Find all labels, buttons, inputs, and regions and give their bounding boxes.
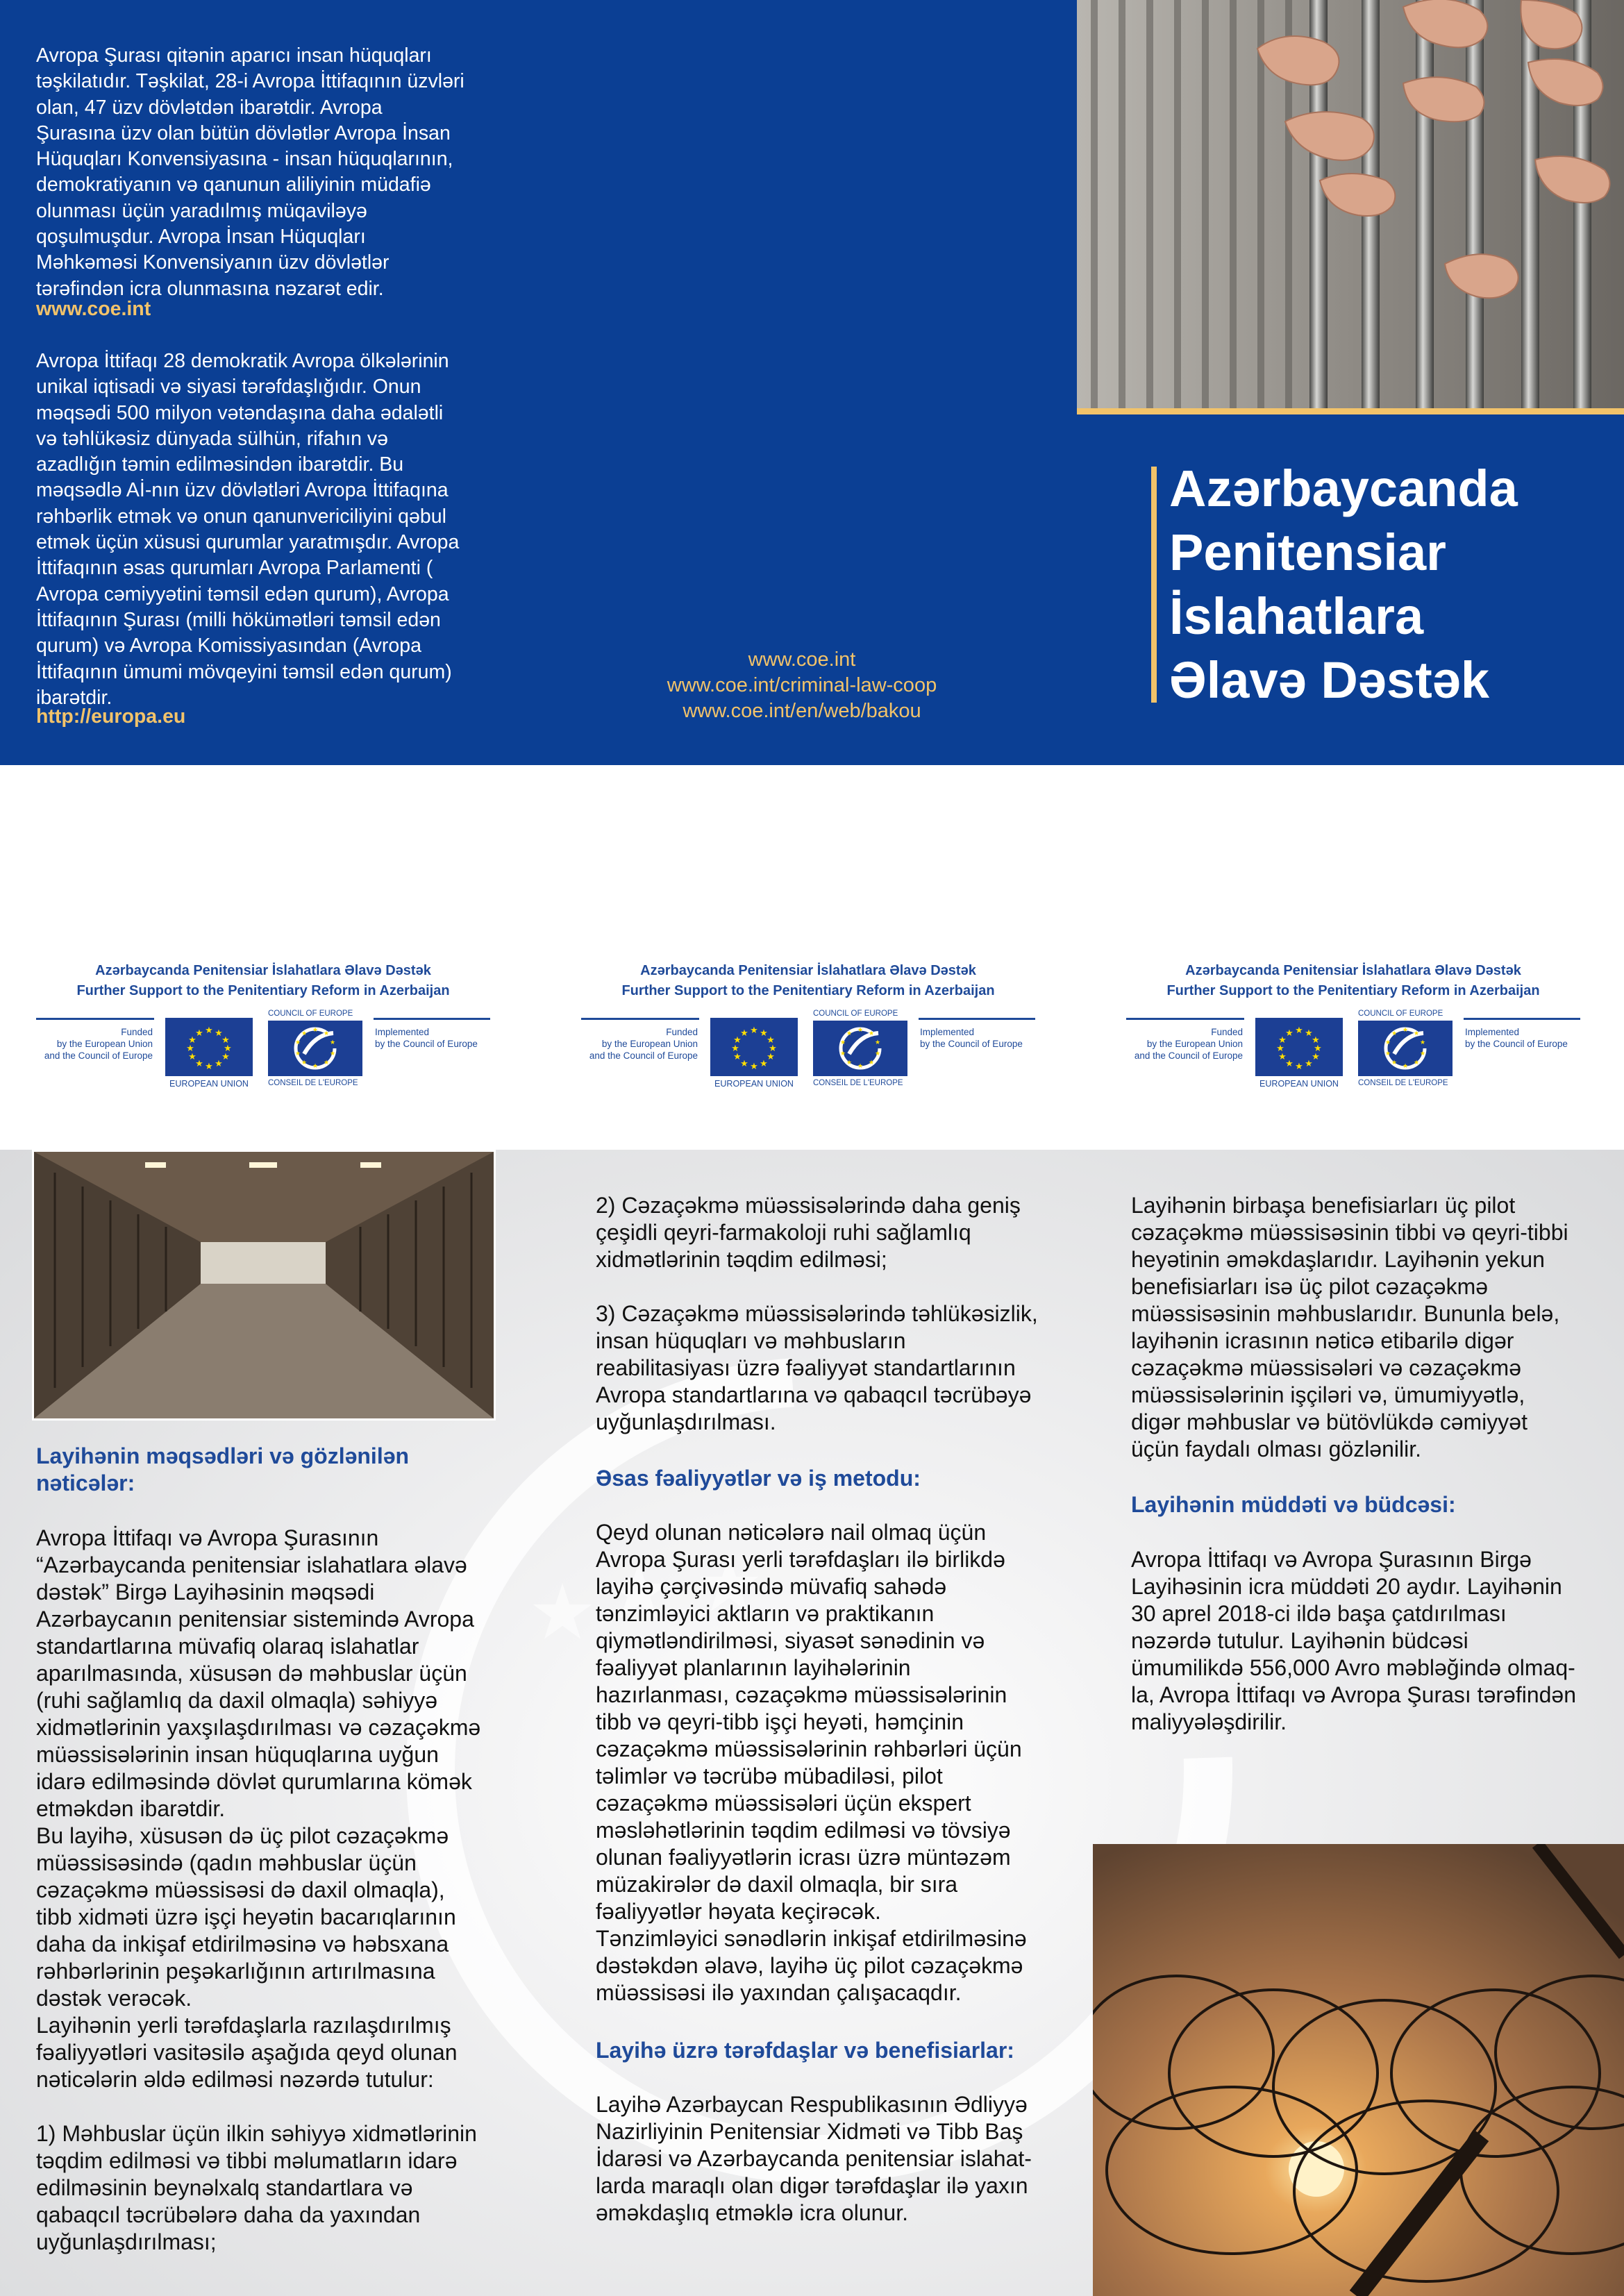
svg-text:★: ★: [1413, 1030, 1420, 1037]
logo-block-3: [1126, 957, 1580, 1089]
title-gold-bar: [1151, 467, 1157, 703]
svg-text:★: ★: [188, 1035, 196, 1046]
project-title-logo: Azərbaycanda Penitensiar İslahatlara Əlavə Dəstək Further Support to the Penitentiary Reform in Azerbaijan: [1166, 963, 1540, 998]
project-title-logo: Azərbaycanda Penitensiar İslahatlara Əlavə Dəstək Further Support to the Penitentiary Reform in Azerbaijan: [621, 963, 995, 998]
svg-text:★: ★: [1278, 1035, 1287, 1046]
svg-text:★: ★: [1384, 1039, 1391, 1046]
svg-text:★: ★: [205, 1062, 213, 1072]
logo-divider-left: [581, 1018, 699, 1020]
logo-block-2: [581, 957, 1035, 1089]
svg-text:★: ★: [1285, 1028, 1294, 1039]
coe-website-link[interactable]: www.coe.int: [36, 298, 151, 320]
section-heading-duration: Layihənin müddəti və büdcəsi:: [1131, 1492, 1456, 1517]
coe-logo-icon: [813, 1021, 907, 1076]
eu-flag-icon: [710, 1018, 798, 1076]
logo-divider-left: [1126, 1018, 1244, 1020]
coe-description: Avropa Şurası qitənin aparıcı insan hüquqları təşkilatıdır. Təşkilat, 28-i Avropa İttifaqının üzvləri olan, 47 üzv dövlətdən ibarətdir. Avropa Şurasına üzv olan bütün dövlətlər Avropa İnsan Hüquqları Konvensiyasına - insan hüquqlarının, demokratiyanın və qanunun aliliyinin müdafiə olunması üçün yaradılmış müqaviləyə qoşulmuşdur. Avropa İnsan Hüquqları Məhkəməsi Konvensiyanın üzv dövlətlər tərəfindən icra olunmasına nəzarət edir.: [36, 44, 464, 300]
svg-text:★: ★: [1305, 1059, 1313, 1069]
section-heading-partners: Layihə üzrə tərəfdaşlar və benefisiarlar:: [596, 2038, 1014, 2063]
svg-text:★: ★: [740, 1028, 748, 1039]
coe-caption-bottom: CONSEIL DE L'EUROPE: [1358, 1079, 1448, 1087]
eu-caption: EUROPEAN UNION: [1259, 1079, 1339, 1089]
section-heading-activities: Əsas fəaliyyətlər və iş metodu:: [596, 1466, 921, 1491]
svg-text:★: ★: [221, 1035, 230, 1046]
svg-text:★: ★: [1314, 1044, 1322, 1054]
logo-divider-right: [374, 1018, 490, 1020]
svg-text:★: ★: [312, 1027, 319, 1034]
svg-text:★: ★: [1285, 1059, 1294, 1069]
svg-text:★: ★: [767, 1035, 775, 1046]
svg-text:★: ★: [694, 1540, 764, 1629]
eu-caption: EUROPEAN UNION: [169, 1079, 249, 1089]
eu-website-link[interactable]: http://europa.eu: [36, 705, 186, 728]
svg-text:★: ★: [301, 1030, 308, 1037]
barbed-wire-sunset-photo: [1093, 1844, 1624, 2296]
svg-text:★: ★: [767, 1052, 775, 1062]
svg-text:★: ★: [1305, 1028, 1313, 1039]
implemented-by-text: Implemented by the Council of Europe: [1465, 1027, 1568, 1049]
svg-text:★: ★: [1413, 1059, 1420, 1066]
implemented-by-text: Implemented by the Council of Europe: [375, 1027, 478, 1049]
svg-text:★: ★: [731, 1044, 739, 1054]
svg-text:★: ★: [1419, 1050, 1426, 1057]
svg-text:★: ★: [323, 1059, 330, 1066]
eu-flag-icon: [165, 1018, 253, 1076]
prison-bars-hands-photo: [1077, 0, 1624, 408]
eu-flag-icon: [1255, 1018, 1343, 1076]
link-criminal-law-coop[interactable]: www.coe.int/criminal-law-coop: [667, 674, 937, 696]
svg-text:★: ★: [760, 1028, 768, 1039]
link-coe[interactable]: www.coe.int: [748, 648, 856, 671]
svg-text:★: ★: [323, 1030, 330, 1037]
prison-corridor-photo: [32, 1150, 496, 1421]
funded-by-text: Funded by the European Union and the Council of Europe: [44, 1027, 153, 1061]
svg-text:★: ★: [215, 1059, 223, 1069]
svg-text:★: ★: [733, 1035, 742, 1046]
svg-text:★: ★: [1312, 1052, 1320, 1062]
svg-text:★: ★: [839, 1039, 846, 1046]
svg-text:★: ★: [750, 1062, 758, 1072]
svg-text:★: ★: [1295, 1062, 1303, 1072]
svg-text:★: ★: [740, 1059, 748, 1069]
svg-text:★: ★: [750, 1025, 758, 1036]
eu-caption: EUROPEAN UNION: [714, 1079, 794, 1089]
svg-text:★: ★: [1391, 1030, 1398, 1037]
svg-text:★: ★: [839, 1050, 846, 1057]
svg-text:★: ★: [769, 1044, 777, 1054]
svg-text:★: ★: [1278, 1052, 1287, 1062]
coe-caption-top: COUNCIL OF EUROPE: [268, 1009, 353, 1018]
svg-text:★: ★: [874, 1039, 881, 1046]
svg-text:★: ★: [846, 1030, 853, 1037]
partners-text: Layihə Azərbaycan Respublikasının Ədliyyə Nazirliyinin Penitensiar Xidməti və Tibb Baş İdarəsi və Azərbaycanda penitensiar islahat- larda maraqlı olan digər tərəfdaşlar ilə yaxın əməkdaşlıq etməklə icra olunur.: [596, 2092, 1032, 2225]
svg-text:★: ★: [868, 1059, 875, 1066]
svg-text:★: ★: [604, 1547, 673, 1636]
eu-description: Avropa İttifaqı 28 demokratik Avropa ölkələrinin unikal iqtisadi və siyasi tərəfdaşlığıdır. Onun məqsədi 500 milyon vətəndaşına daha ədalətli və təhlükəsiz dünyada sülhün, rifahın və azadlığın təmin edilməsindən ibarətdir. Bu məqsədlə Aİ-nın üzv dövlətləri Avropa İttifaqına rəhbərlik etmək və onun qanunvericiliyini qəbul etmək üçün xüsusi qurumlar yaratmışdır. Avropa İttifaqının əsas qurumları Avropa Parlamenti ( Avropa cəmiyyətini təmsil edən qurum), Avropa İttifaqının Şurası (milli hökümətləri təmsil edən qurum) və Avropa Komissiyasından (Avropa İttifaqının ümumi mövqeyini təmsil edən qurum) ibarətdir.: [36, 350, 460, 709]
logo-divider-right: [1464, 1018, 1580, 1020]
svg-text:★: ★: [195, 1059, 203, 1069]
logo-block-1: [36, 957, 490, 1089]
svg-text:★: ★: [733, 1052, 742, 1062]
svg-text:★: ★: [1419, 1039, 1426, 1046]
svg-text:★: ★: [294, 1050, 301, 1057]
coe-caption-top: COUNCIL OF EUROPE: [1358, 1009, 1443, 1018]
svg-text:★: ★: [215, 1028, 223, 1039]
implemented-by-text: Implemented by the Council of Europe: [920, 1027, 1023, 1049]
svg-text:★: ★: [868, 1030, 875, 1037]
svg-text:★: ★: [188, 1052, 196, 1062]
svg-text:★: ★: [221, 1052, 230, 1062]
svg-text:★: ★: [857, 1027, 864, 1034]
logo-divider-left: [36, 1018, 154, 1020]
svg-text:★: ★: [760, 1059, 768, 1069]
hero-title: Azərbaycanda Penitensiar İslahatlara Əlavə Dəstək: [1169, 460, 1518, 709]
svg-text:★: ★: [312, 1063, 319, 1070]
svg-text:★: ★: [1391, 1059, 1398, 1066]
contact-links: [597, 647, 1007, 724]
svg-text:★: ★: [224, 1044, 232, 1054]
funded-by-text: Funded by the European Union and the Council of Europe: [1134, 1027, 1243, 1061]
svg-text:★: ★: [1402, 1027, 1409, 1034]
svg-text:★: ★: [528, 1568, 597, 1657]
svg-text:★: ★: [205, 1025, 213, 1036]
photo-gold-underline: [1077, 408, 1624, 414]
beneficiaries-text: Layihənin birbaşa benefisiarları üç pilot cəzaçəkmə müəssisəsinin tibbi və qeyri-tibbi heyətinin əməkdaşlarıdır. Layihənin yekun benefisiarları isə üç pilot cəzaçəkmə müəssisəsinin məhbuslarıdır. Bununla belə, layihənin icrasının nəticə etibarilə digər cəzaçəkmə müəssisələri və cəzaçəkmə müəssisələrinin işçiləri və, ümumiyyətlə, digər məhbuslar və bütövlükdə cəmiyyət üçün faydalı olması gözlənilir.: [1131, 1193, 1568, 1461]
svg-text:★: ★: [1295, 1025, 1303, 1036]
svg-text:★: ★: [294, 1039, 301, 1046]
coe-logo-icon: [1358, 1021, 1453, 1076]
svg-text:★: ★: [857, 1063, 864, 1070]
coe-caption-bottom: CONSEIL DE L'EUROPE: [813, 1079, 903, 1087]
svg-text:★: ★: [874, 1050, 881, 1057]
svg-text:★: ★: [195, 1028, 203, 1039]
svg-text:★: ★: [301, 1059, 308, 1066]
svg-text:★: ★: [1384, 1050, 1391, 1057]
svg-text:★: ★: [1276, 1044, 1284, 1054]
logo-divider-right: [919, 1018, 1035, 1020]
svg-text:★: ★: [329, 1039, 336, 1046]
project-title-logo: Azərbaycanda Penitensiar İslahatlara Əlavə Dəstək Further Support to the Penitentiary Reform in Azerbaijan: [76, 963, 450, 998]
coe-caption-bottom: CONSEIL DE L'EUROPE: [268, 1079, 358, 1087]
link-coe-bakou[interactable]: www.coe.int/en/web/bakou: [683, 700, 921, 722]
coe-caption-top: COUNCIL OF EUROPE: [813, 1009, 898, 1018]
duration-budget-text: Avropa İttifaqı və Avropa Şurasının Birgə Layihəsinin icra müddəti 20 aydır. Layihənin 30 aprel 2018-ci ildə başa çatdırılması nəzərdə tutulur. Layihənin büdcəsi ümumilikdə 556,000 Avro məbləğində olmaq- la, Avropa İttifaqı və Avropa Şurası tərəfindən maliyyələşdirilir.: [1131, 1547, 1576, 1734]
activities-text: Qeyd olunan nəticələrə nail olmaq üçün Avropa Şurası yerli tərəfdaşları ilə birlikdə layihə çərçivəsində müvafiq sahədə tənzimləyici aktların və praktikanın qiymətləndirilməsi, siyasət sənədinin və fəaliyyət planlarının layihələrinin hazırlanması, cəzaçəkmə müəssisələrinin tibb və qeyri-tibb işçi heyəti, həmçinin cəzaçəkmə müəssisələrinin rəhbərləri üçün təlimlər və təcrübə mübadiləsi, pilot cəzaçəkmə müəssisələri üçün ekspert məsləhətlərinin təqdim edilməsi və tövsiyə olunan fəaliyyətlərin icrası üzrə müntəzəm müzakirələr də daxil olmaqla, bir sıra fəaliyyətlər həyata keçirəcək. Tənzimləyici sənədlərin inkişaf etdirilməsinə dəstəkdən əlavə, layihə üç pilot cəzaçəkmə müəssisəsi ilə yaxından çalışacaqdır.: [596, 1520, 1027, 2005]
funded-by-text: Funded by the European Union and the Council of Europe: [589, 1027, 698, 1061]
svg-text:★: ★: [846, 1059, 853, 1066]
results-text: 2) Cəzaçəkmə müəssisələrində daha geniş çeşidli qeyri-farmakoloji ruhi sağlamlıq xidmətlərinin təqdim edilməsi; 3) Cəzaçəkmə müəssisələrində təhlükəsizlik, insan hüquqları və məhbusların reabilitasiyası üzrə fəaliyyət standartlarının Avropa standartlarına və qabaqcıl təcrübəyə uyğunlaşdırılması.: [596, 1193, 1038, 1434]
goals-text: Avropa İttifaqı və Avropa Şurasının “Azərbaycanda penitensiar islahatlara əlavə dəstək” Birgə Layihəsinin məqsədi Azərbaycanın penitensiar sistemində Avropa standartlarına müvafiq olaraq islahatlar aparılmasında, xüsusən də məhbuslar üçün (ruhi sağlamlıq da daxil olmaqla) səhiyyə xidmətlərinin yaxşılaşdırılması və cəzaçəkmə müəssisələrinin insan hüquqlarına uyğun idarə edilməsində dövlət qurumlarına kömək etməkdən ibarətdir. Bu layihə, xüsusən də üç pilot cəzaçəkmə müəssisəsində (qadın məhbuslar üçün cəzaçəkmə müəssisəsi də daxil olmaqla), tibb xidməti üzrə işçi heyətin bacarıqlarının daha da inkişaf etdirilməsinə və həbsxana rəhbərlərinin peşəkarlığının artırılmasına dəstək verəcək. Layihənin yerli tərəfdaşlarla razılaşdırılmış fəaliyyətləri vasitəsilə aşağıda qeyd olunan nəticələrin əldə edilməsi nəzərdə tutulur: 1) Məhbuslar üçün ilkin səhiyyə xidmətlərinin təqdim edilməsi və tibbi məlumatların idarə edilməsinin beynəlxalq standartlara və qabaqcıl təcrübələrə daha da yaxından uyğunlaşdırılması;: [36, 1525, 481, 2254]
svg-text:★: ★: [329, 1050, 336, 1057]
coe-logo-icon: [268, 1021, 362, 1076]
svg-text:★: ★: [186, 1044, 194, 1054]
section-heading-goals: Layihənin məqsədləri və gözlənilən nəticələr:: [36, 1443, 410, 1495]
svg-text:★: ★: [1402, 1063, 1409, 1070]
svg-text:★: ★: [1312, 1035, 1320, 1046]
